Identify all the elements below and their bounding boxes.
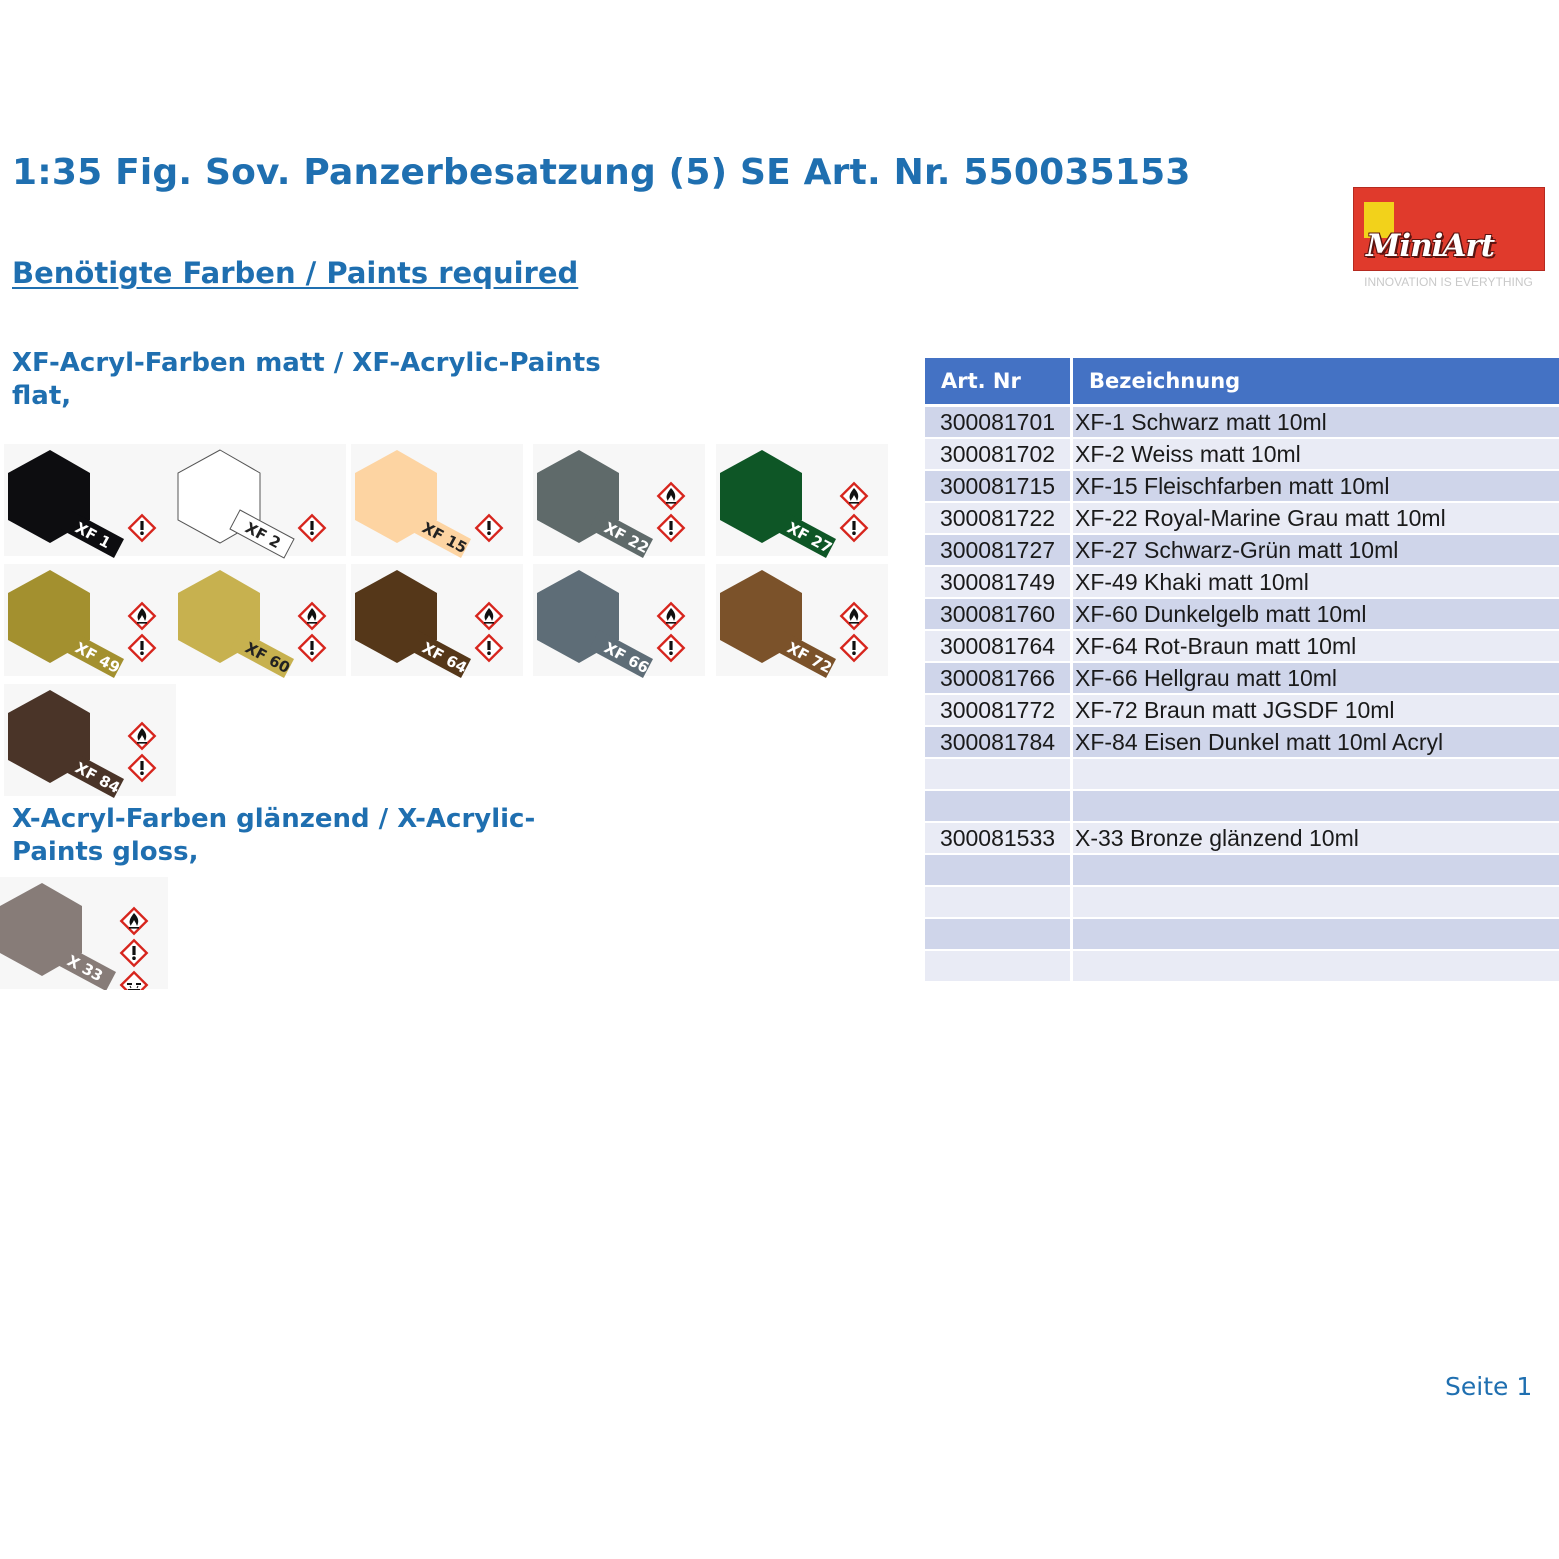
paint-swatch [716, 444, 888, 558]
art-nr-cell [925, 886, 1072, 918]
paint-swatch [4, 564, 176, 678]
table-row [925, 566, 1559, 598]
table-row [925, 662, 1559, 694]
header-art-nr: Art. Nr [925, 358, 1072, 406]
paint-code-label: XF 60 [242, 638, 293, 678]
art-nr-cell: 300081772 [925, 694, 1072, 726]
description-cell [1072, 950, 1559, 982]
paint-code-label: X 33 [64, 951, 106, 986]
art-nr-cell: 300081715 [925, 470, 1072, 502]
miniart-logo [1351, 187, 1546, 295]
description-cell: X-33 Bronze glänzend 10ml [1072, 822, 1559, 854]
art-nr-cell: 300081784 [925, 726, 1072, 758]
description-cell [1072, 758, 1559, 790]
description-cell: XF-22 Royal-Marine Grau matt 10ml [1072, 502, 1559, 534]
paint-swatch [716, 564, 888, 678]
art-nr-cell: 300081722 [925, 502, 1072, 534]
art-nr-cell: 300081766 [925, 662, 1072, 694]
description-cell: XF-72 Braun matt JGSDF 10ml [1072, 694, 1559, 726]
description-cell: XF-66 Hellgrau matt 10ml [1072, 662, 1559, 694]
table-row [925, 758, 1559, 790]
table-row [925, 694, 1559, 726]
paint-swatch-grid [0, 430, 900, 990]
paint-table [925, 358, 1559, 983]
table-row [925, 886, 1559, 918]
description-cell [1072, 854, 1559, 886]
logo-tagline: INNOVATION IS EVERYTHING [1364, 275, 1533, 289]
paint-code-label: XF 2 [242, 518, 284, 553]
paint-code-label: XF 64 [419, 638, 470, 678]
description-cell: XF-60 Dunkelgelb matt 10ml [1072, 598, 1559, 630]
art-nr-cell: 300081701 [925, 406, 1072, 439]
table-row [925, 502, 1559, 534]
paint-code-label: XF 72 [784, 638, 835, 678]
description-cell: XF-84 Eisen Dunkel matt 10ml Acryl [1072, 726, 1559, 758]
table-row [925, 598, 1559, 630]
paint-table-container [925, 358, 1559, 983]
logo-wordmark: MiniArt [1366, 228, 1495, 264]
table-row [925, 438, 1559, 470]
flat-paints-heading: XF-Acryl-Farben matt / XF-Acrylic-Paints flat, [12, 348, 601, 411]
description-cell: XF-27 Schwarz-Grün matt 10ml [1072, 534, 1559, 566]
description-cell [1072, 886, 1559, 918]
description-cell: XF-2 Weiss matt 10ml [1072, 438, 1559, 470]
table-row [925, 918, 1559, 950]
table-body [925, 406, 1559, 983]
paint-swatch [533, 564, 705, 678]
table-row [925, 630, 1559, 662]
paint-code-label: XF 22 [601, 518, 652, 558]
paints-required-heading: Benötigte Farben / Paints required [12, 256, 579, 290]
paint-swatch [4, 444, 176, 558]
art-nr-cell [925, 790, 1072, 822]
paint-code-label: XF 1 [72, 518, 114, 553]
table-row [925, 854, 1559, 886]
paint-swatch [351, 564, 523, 678]
description-cell: XF-15 Fleischfarben matt 10ml [1072, 470, 1559, 502]
paint-swatch [174, 564, 346, 678]
paint-code-label: XF 49 [72, 638, 123, 678]
art-nr-cell: 300081749 [925, 566, 1072, 598]
paint-code-label: XF 66 [601, 638, 652, 678]
paint-code-label: XF 27 [784, 518, 835, 558]
description-cell [1072, 790, 1559, 822]
table-row [925, 950, 1559, 982]
table-row [925, 470, 1559, 502]
paint-swatch [0, 877, 168, 990]
art-nr-cell: 300081764 [925, 630, 1072, 662]
table-header-row [925, 358, 1559, 406]
paint-code-label: XF 84 [72, 758, 123, 798]
description-cell [1072, 918, 1559, 950]
art-nr-cell [925, 758, 1072, 790]
table-row [925, 726, 1559, 758]
description-cell: XF-49 Khaki matt 10ml [1072, 566, 1559, 598]
logo-badge [1353, 187, 1545, 271]
art-nr-cell: 300081727 [925, 534, 1072, 566]
gloss-paints-heading: X-Acryl-Farben glänzend / X-Acrylic-Paints gloss, [12, 804, 536, 867]
paint-swatch [174, 444, 346, 558]
table-row [925, 534, 1559, 566]
table-row [925, 822, 1559, 854]
paint-swatch [533, 444, 705, 558]
header-bezeichnung: Bezeichnung [1072, 358, 1559, 406]
page-number: Seite 1 [1445, 1372, 1533, 1401]
page-title: 1:35 Fig. Sov. Panzerbesatzung (5) SE Art. Nr. 550035153 [12, 152, 1191, 193]
table-row [925, 790, 1559, 822]
paint-swatch [4, 684, 176, 798]
paint-code-label: XF 15 [419, 518, 470, 558]
description-cell: XF-64 Rot-Braun matt 10ml [1072, 630, 1559, 662]
art-nr-cell: 300081702 [925, 438, 1072, 470]
description-cell: XF-1 Schwarz matt 10ml [1072, 406, 1559, 439]
table-row [925, 406, 1559, 439]
art-nr-cell: 300081760 [925, 598, 1072, 630]
art-nr-cell [925, 854, 1072, 886]
paint-swatch [351, 444, 523, 558]
art-nr-cell: 300081533 [925, 822, 1072, 854]
art-nr-cell [925, 918, 1072, 950]
art-nr-cell [925, 950, 1072, 982]
